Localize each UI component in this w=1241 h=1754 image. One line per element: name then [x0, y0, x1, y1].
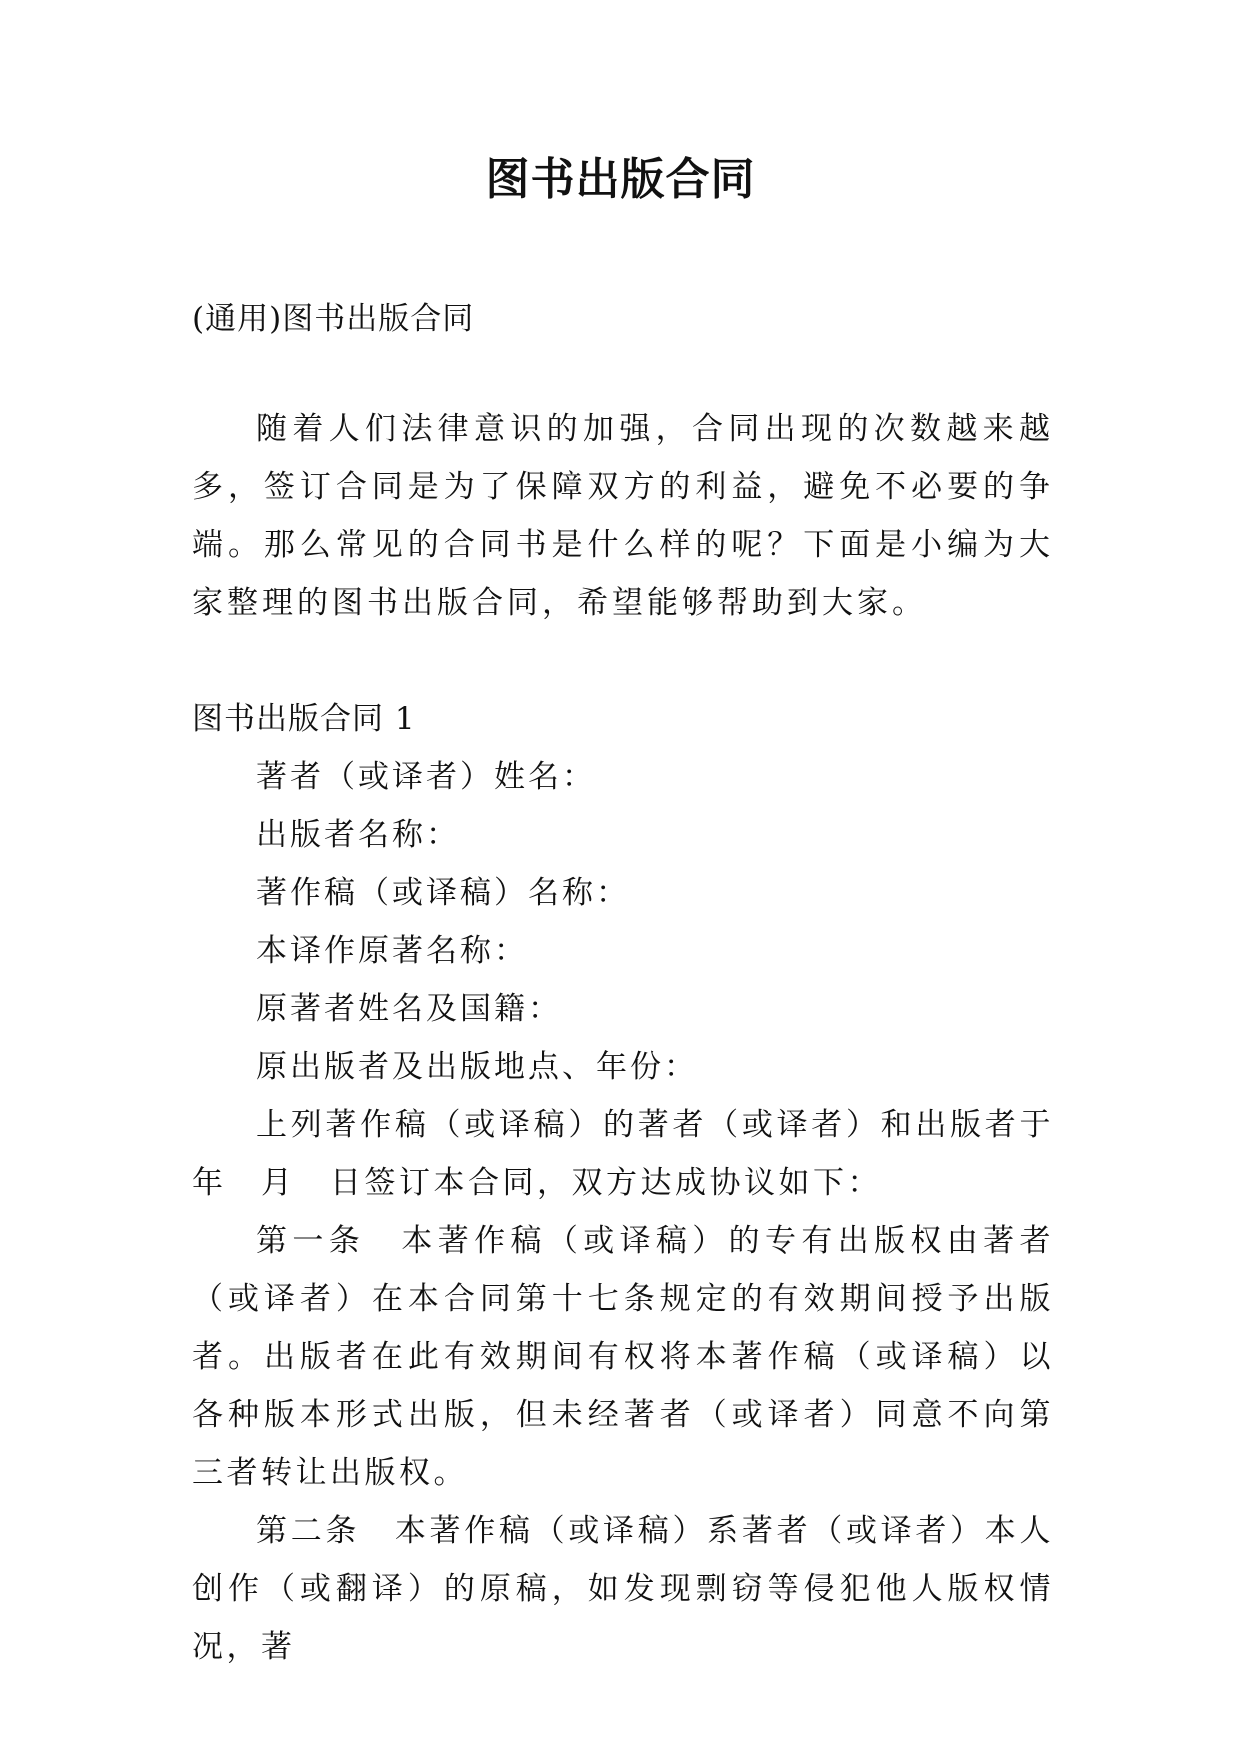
intro-paragraph: 随着人们法律意识的加强，合同出现的次数越来越多，签订合同是为了保障双方的利益，避免不必要的争端。那么常见的合同书是什么样的呢？下面是小编为大家整理的图书出版合同，希望能够帮助到大家。 — [192, 411, 1054, 621]
section-heading: 图书出版合同 1 — [192, 701, 416, 737]
document-title: 图书出版合同 — [485, 154, 756, 205]
field-original-title: 本译作原著名称： — [256, 933, 528, 969]
field-manuscript-name: 著作稿（或译稿）名称： — [256, 875, 630, 911]
field-original-publisher: 原出版者及出版地点、年份： — [256, 1049, 698, 1085]
paragraph-article-2: 第二条 本著作稿（或译稿）系著者（或译者）本人创作（或翻译）的原稿，如发现剽窃等侵犯他人版权情况，著 — [192, 1513, 1054, 1665]
document-subtitle: (通用)图书出版合同 — [192, 301, 475, 337]
paragraph-agreement: 上列著作稿（或译稿）的著者（或译者）和出版者于 年 月 日签订本合同，双方达成协议如下： — [192, 1107, 1089, 1201]
contract-body — [192, 748, 1089, 1676]
field-publisher-name: 出版者名称： — [256, 817, 460, 853]
field-author-name: 著者（或译者）姓名： — [256, 759, 596, 795]
paragraph-article-1: 第一条 本著作稿（或译稿）的专有出版权由著者（或译者）在本合同第十七条规定的有效期间授予出版者。出版者在此有效期间有权将本著作稿（或译稿）以各种版本形式出版，但未经著者（或译者）同意不向第三者转让出版权。 — [192, 1223, 1054, 1491]
field-original-author: 原著者姓名及国籍： — [256, 991, 562, 1027]
